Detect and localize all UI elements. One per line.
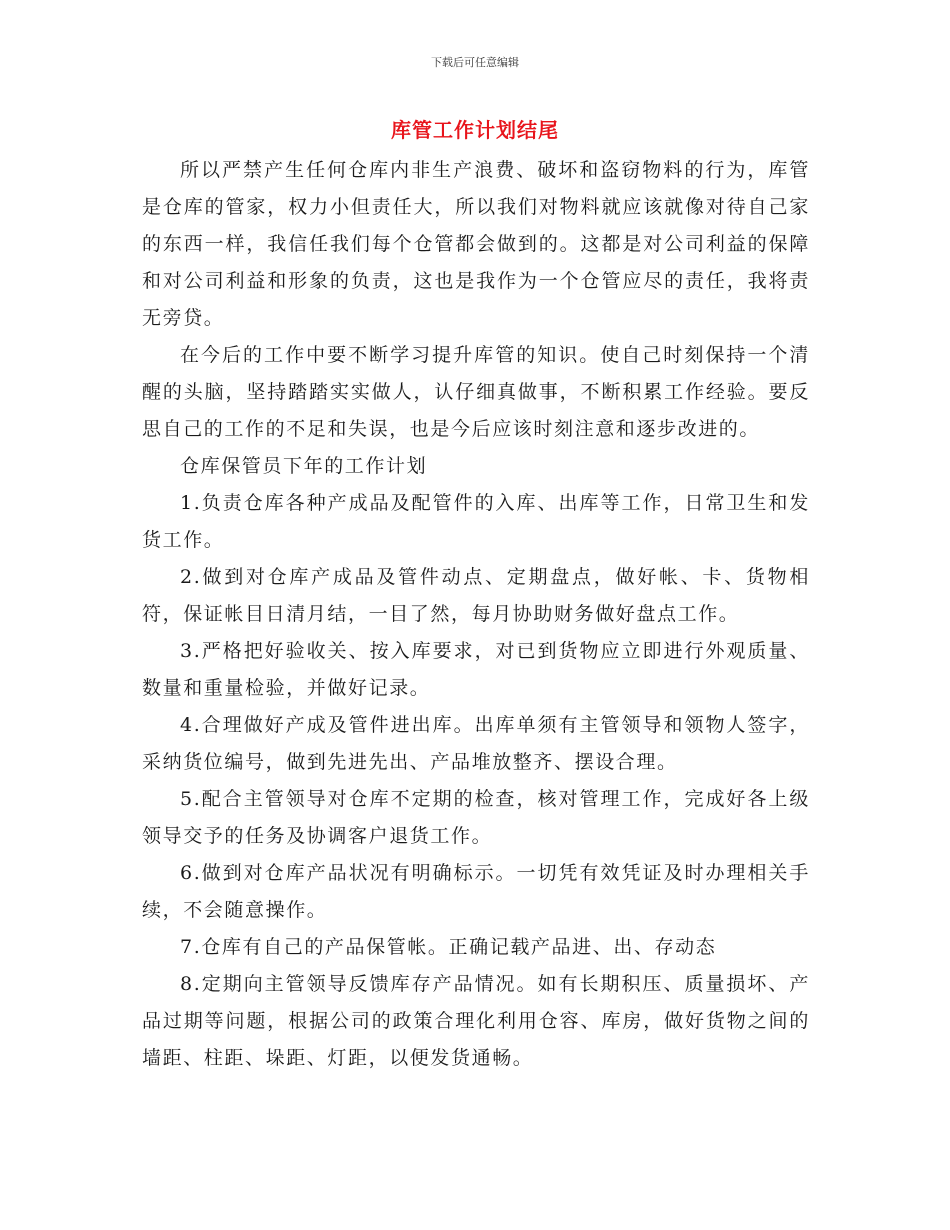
plan-item-6: 6.做到对仓库产品状况有明确标示。一切凭有效凭证及时办理相关手续，不会随意操作。 bbox=[142, 862, 810, 921]
paragraph-intro: 所以严禁产生任何仓库内非生产浪费、破坏和盗窃物料的行为，库管是仓库的管家，权力小但责任大，所以我们对物料就应该就像对待自己家的东西一样，我信任我们每个仓管都会做到的。这都是对公司利益的保障和对公司利益和形象的负责，这也是我作为一个仓管应尽的责任，我将责无旁贷。 bbox=[142, 159, 810, 329]
plan-item-5: 5.配合主管领导对仓库不定期的检查，核对管理工作，完成好各上级领导交予的任务及协调客户退货工作。 bbox=[142, 788, 810, 847]
plan-item-1: 1.负责仓库各种产成品及配管件的入库、出库等工作，日常卫生和发货工作。 bbox=[142, 492, 810, 551]
plan-heading: 仓库保管员下年的工作计划 bbox=[180, 455, 428, 477]
plan-item-2: 2.做到对仓库产成品及管件动点、定期盘点，做好帐、卡、货物相符，保证帐目日清月结，一目了然，每月协助财务做好盘点工作。 bbox=[142, 566, 810, 625]
plan-item-8: 8.定期向主管领导反馈库存产品情况。如有长期积压、质量损坏、产品过期等问题，根据公司的政策合理化利用仓容、库房，做好货物之间的墙距、柱距、垛距、灯距，以便发货通畅。 bbox=[142, 973, 810, 1069]
plan-item-3: 3.严格把好验收关、按入库要求，对已到货物应立即进行外观质量、数量和重量检验，并做好记录。 bbox=[142, 640, 810, 699]
document-body bbox=[142, 152, 810, 1077]
plan-item-4: 4.合理做好产成及管件进出库。出库单须有主管领导和领物人签字，采纳货位编号，做到先进先出、产品堆放整齐、摆设合理。 bbox=[142, 714, 810, 773]
paragraph-future-work: 在今后的工作中要不断学习提升库管的知识。使自己时刻保持一个清醒的头脑，坚持踏踏实实做人，认仔细真做事，不断积累工作经验。要反思自己的工作的不足和失误，也是今后应该时刻注意和逐步改进的。 bbox=[142, 344, 810, 440]
plan-item-7: 7.仓库有自己的产品保管帐。正确记载产品进、出、存动态 bbox=[180, 936, 717, 958]
header-note: 下载后可任意编辑 bbox=[431, 56, 519, 69]
document-title: 库管工作计划结尾 bbox=[391, 118, 559, 142]
